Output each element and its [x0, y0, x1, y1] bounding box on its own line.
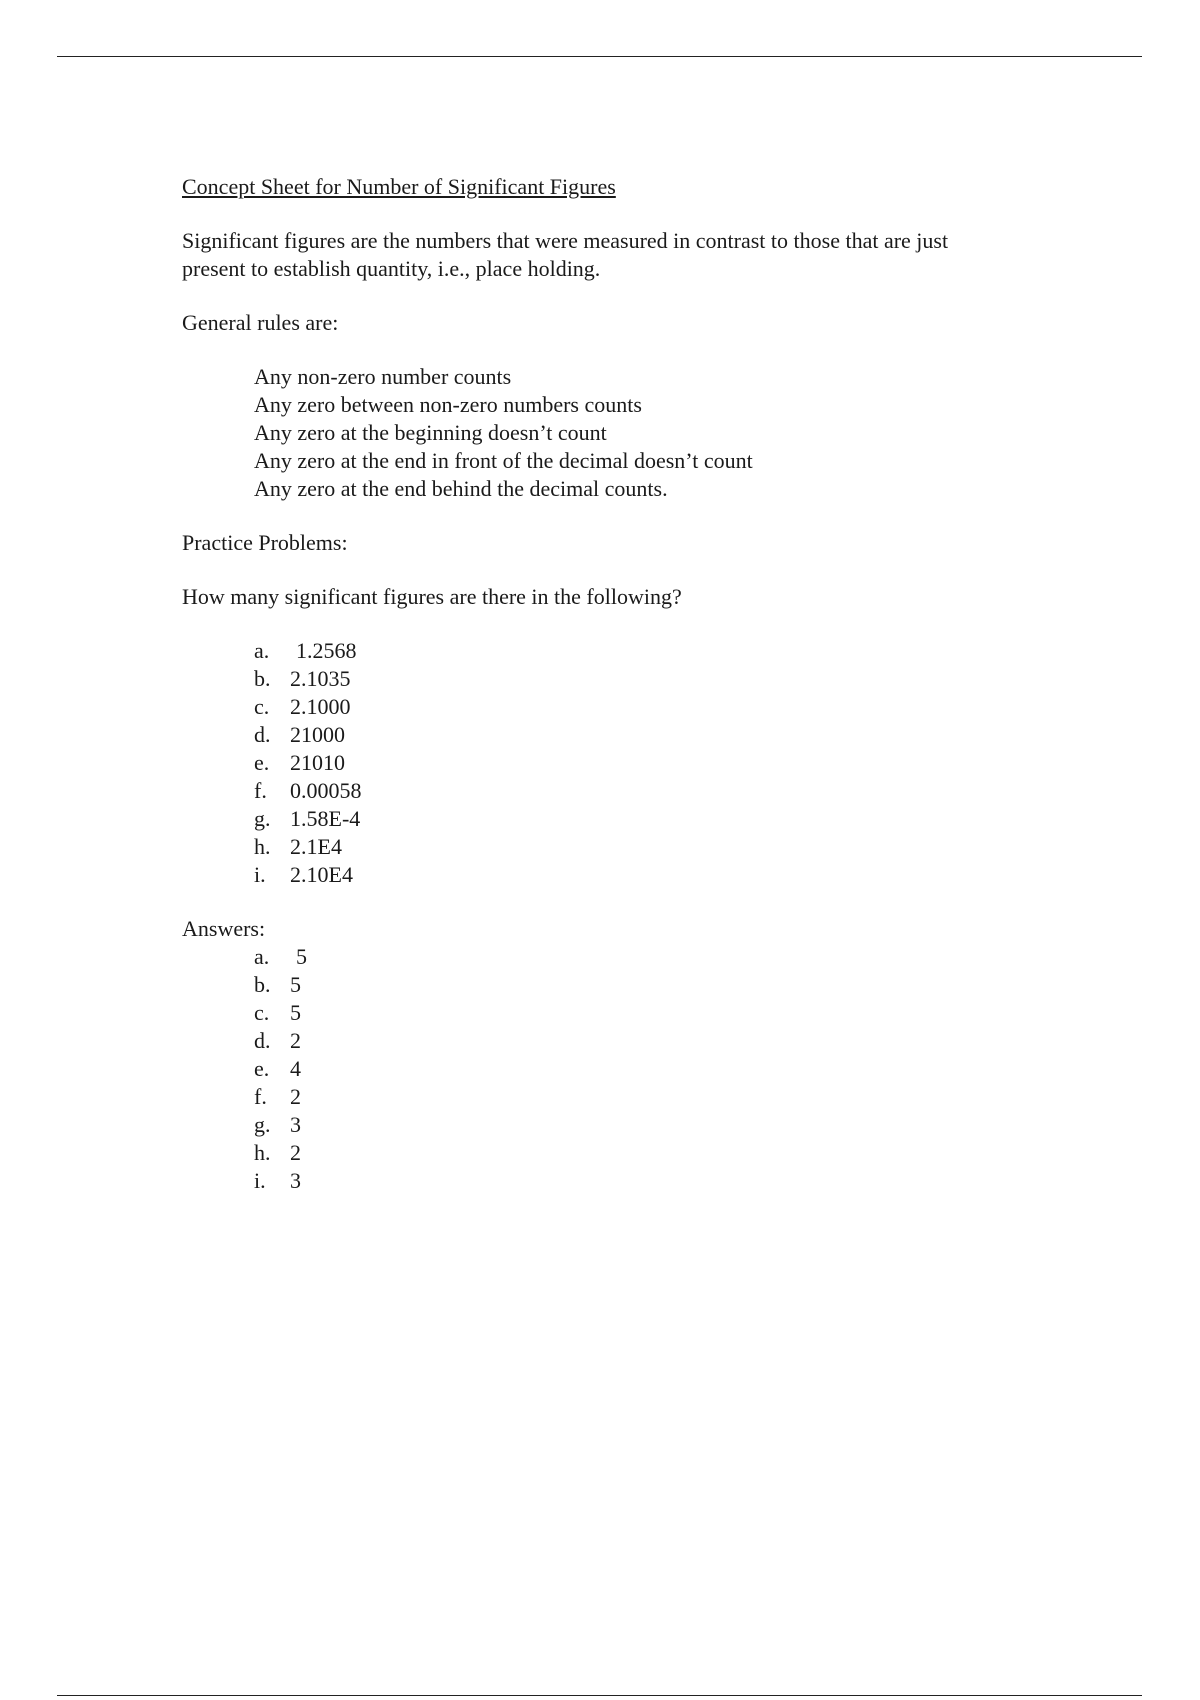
item-label: b.	[254, 666, 271, 691]
item-label: b.	[254, 972, 271, 997]
item-value: 5	[290, 1000, 301, 1025]
item-value: 3	[290, 1112, 301, 1137]
item-label: g.	[254, 806, 271, 831]
problem-item	[254, 805, 1082, 833]
item-value: 4	[290, 1056, 301, 1081]
answer-item	[254, 1111, 1082, 1139]
intro-paragraph	[182, 227, 1082, 283]
problem-item	[254, 833, 1082, 861]
item-label: c.	[254, 694, 270, 719]
item-value: 5	[296, 944, 307, 969]
item-value: 21010	[290, 750, 345, 775]
intro-line: present to establish quantity, i.e., place holding.	[182, 256, 601, 281]
rule-item: Any zero at the beginning doesn’t count	[254, 420, 607, 445]
rule-item: Any zero between non-zero numbers counts	[254, 392, 642, 417]
problem-item	[254, 749, 1082, 777]
answer-item	[254, 999, 1082, 1027]
item-value: 2.10E4	[290, 862, 353, 887]
answer-item	[254, 1055, 1082, 1083]
problem-item	[254, 665, 1082, 693]
document-page	[182, 173, 1082, 1195]
answers-heading: Answers:	[182, 916, 266, 941]
problems-list	[254, 637, 1082, 889]
rules-heading: General rules are:	[182, 310, 339, 335]
practice-heading: Practice Problems:	[182, 530, 348, 555]
problem-item	[254, 777, 1082, 805]
item-label: e.	[254, 750, 270, 775]
item-value: 2.1000	[290, 694, 351, 719]
answer-item	[254, 1027, 1082, 1055]
footer-rule	[57, 1695, 1142, 1696]
intro-line: Significant figures are the numbers that were measured in contrast to those that are just	[182, 228, 949, 253]
header-rule	[57, 56, 1142, 57]
item-label: a.	[254, 944, 270, 969]
item-value: 1.58E-4	[290, 806, 361, 831]
item-value: 2	[290, 1084, 301, 1109]
item-value: 21000	[290, 722, 345, 747]
item-value: 1.2568	[296, 638, 357, 663]
rule-item: Any zero at the end behind the decimal counts.	[254, 476, 668, 501]
answer-item	[254, 971, 1082, 999]
problem-item	[254, 637, 1082, 665]
answer-item	[254, 943, 1082, 971]
item-label: i.	[254, 862, 266, 887]
item-label: h.	[254, 1140, 271, 1165]
item-value: 0.00058	[290, 778, 362, 803]
item-label: c.	[254, 1000, 270, 1025]
rule-item: Any non-zero number counts	[254, 364, 512, 389]
item-label: h.	[254, 834, 271, 859]
item-value: 2.1035	[290, 666, 351, 691]
item-label: a.	[254, 638, 270, 663]
problem-item	[254, 721, 1082, 749]
answers-list	[254, 943, 1082, 1195]
item-value: 2	[290, 1140, 301, 1165]
rules-list	[254, 363, 1082, 503]
item-value: 2	[290, 1028, 301, 1053]
item-value: 5	[290, 972, 301, 997]
item-value: 3	[290, 1168, 301, 1193]
item-label: e.	[254, 1056, 270, 1081]
document-title: Concept Sheet for Number of Significant Figures	[182, 174, 616, 199]
rule-item: Any zero at the end in front of the decimal doesn’t count	[254, 448, 753, 473]
item-label: i.	[254, 1168, 266, 1193]
item-label: g.	[254, 1112, 271, 1137]
answer-item	[254, 1083, 1082, 1111]
item-label: d.	[254, 722, 271, 747]
answer-item	[254, 1139, 1082, 1167]
question-text: How many significant figures are there in the following?	[182, 584, 682, 609]
problem-item	[254, 861, 1082, 889]
item-label: f.	[254, 778, 267, 803]
item-label: d.	[254, 1028, 271, 1053]
problem-item	[254, 693, 1082, 721]
item-label: f.	[254, 1084, 267, 1109]
answer-item	[254, 1167, 1082, 1195]
item-value: 2.1E4	[290, 834, 342, 859]
